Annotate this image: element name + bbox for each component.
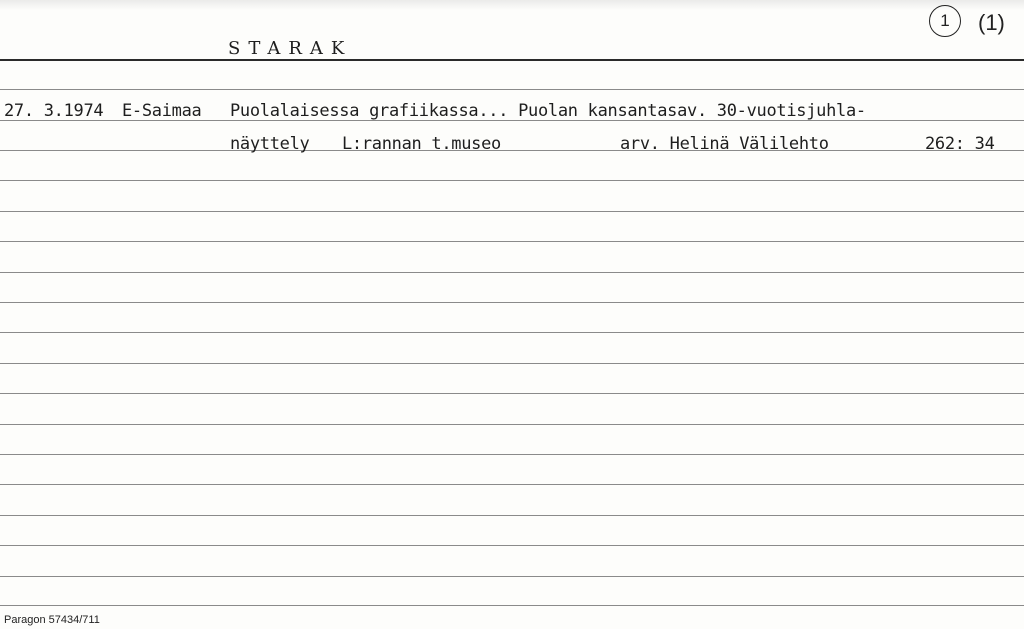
card-number-circled: 1 [929, 5, 961, 37]
card-top-edge [0, 0, 1024, 10]
entry-venue: L:rannan t.museo [342, 134, 501, 154]
ruled-line [0, 89, 1024, 90]
ruled-line [0, 484, 1024, 485]
ruled-line [0, 363, 1024, 364]
ruled-line [0, 605, 1024, 606]
ruled-line [0, 211, 1024, 212]
entry-event: näyttely [230, 134, 310, 154]
ruled-line [0, 576, 1024, 577]
card-heading: STARAK [228, 38, 353, 59]
ruled-line [0, 302, 1024, 303]
ruled-line [0, 332, 1024, 333]
entry-title-line1: Puolalaisessa grafiikassa... Puolan kansantasav. 30-vuotisjuhla- [230, 101, 866, 121]
entry-newspaper: E-Saimaa [122, 101, 202, 121]
ruled-line [0, 272, 1024, 273]
ruled-line [0, 515, 1024, 516]
entry-reviewer: arv. Helinä Välilehto [620, 134, 829, 154]
entry-reference: 262: 34 [925, 134, 995, 154]
ruled-line [0, 180, 1024, 181]
ruled-line [0, 454, 1024, 455]
ruled-line [0, 424, 1024, 425]
header-rule [0, 59, 1024, 61]
card-number-parenthesized: (1) [978, 10, 1005, 35]
ruled-line [0, 545, 1024, 546]
entry-date: 27. 3.1974 [4, 101, 104, 121]
ruled-line [0, 150, 1024, 151]
ruled-line [0, 393, 1024, 394]
ruled-line [0, 241, 1024, 242]
print-mark: Paragon 57434/711 [4, 614, 100, 626]
